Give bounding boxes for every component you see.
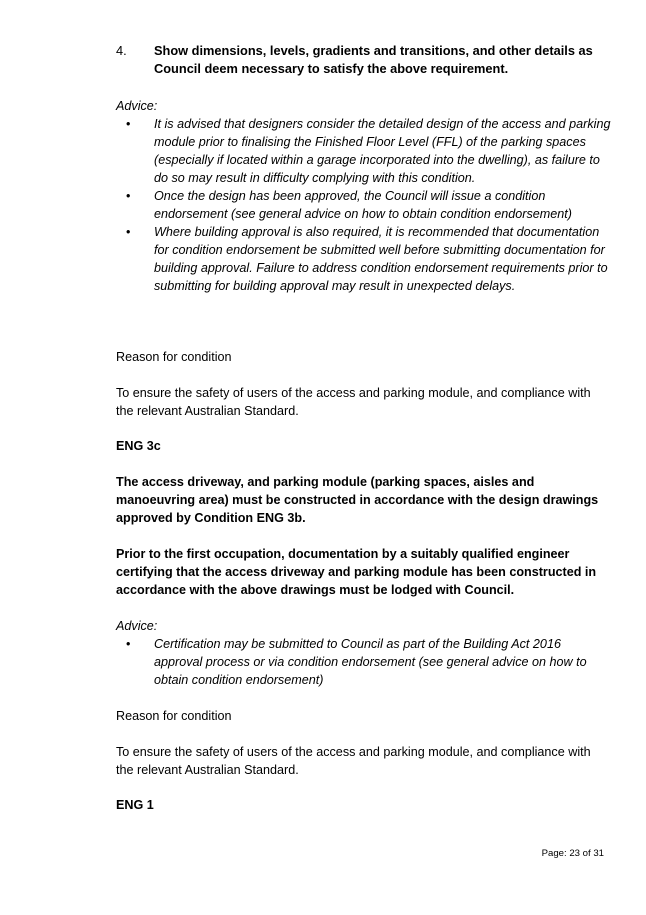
eng-3c-paragraph-2: Prior to the first occupation, documentation by a suitably qualified engineer certifying that the access driveway and parking module has been constructed in accordance with the above drawings must be lodged with Council. <box>116 547 597 597</box>
advice-item-text: Certification may be submitted to Council as part of the Building Act 2016 approval process or via condition endorsement (see general advice on how to obtain condition endorsement) <box>154 637 587 687</box>
reason-text: To ensure the safety of users of the access and parking module, and compliance with the relevant Australian Standard. <box>116 386 591 418</box>
section-heading-eng-1: ENG 1 <box>116 798 154 812</box>
eng-3c-paragraph-1: The access driveway, and parking module (parking spaces, aisles and manoeuvring area) must be constructed in accordance with the design drawings approved by Condition ENG 3b. <box>116 475 599 525</box>
bullet-icon: • <box>126 117 131 131</box>
advice-list <box>116 115 611 295</box>
item-number: 4. <box>116 43 127 58</box>
bullet-icon: • <box>126 189 131 203</box>
bullet-icon: • <box>126 637 131 651</box>
advice-label: Advice: <box>116 99 158 113</box>
advice-item <box>116 223 611 295</box>
advice-list <box>116 635 611 689</box>
reason-text: To ensure the safety of users of the access and parking module, and compliance with the relevant Australian Standard. <box>116 745 591 777</box>
advice-section-2 <box>116 617 611 689</box>
page-number: Page: 23 of 31 <box>541 848 604 859</box>
advice-item-text: Where building approval is also required, it is recommended that documentation for condition endorsement be submitted well before submitting documentation for building approval. Failure to address condition endorsement requirements prior to submitting for building approval may result in unexpected delays. <box>154 225 608 293</box>
advice-section-1 <box>116 97 611 295</box>
bullet-icon: • <box>126 225 131 239</box>
reason-heading: Reason for condition <box>116 350 232 364</box>
advice-item <box>116 115 611 187</box>
item-text: Show dimensions, levels, gradients and transitions, and other details as Council deem necessary to satisfy the above requirement. <box>154 43 593 76</box>
reason-heading: Reason for condition <box>116 709 232 723</box>
numbered-item-4 <box>116 42 616 78</box>
advice-item-text: Once the design has been approved, the Council will issue a condition endorsement (see general advice on how to obtain condition endorsement) <box>154 189 572 221</box>
advice-item <box>116 635 611 689</box>
section-heading-eng-3c: ENG 3c <box>116 439 161 453</box>
advice-label: Advice: <box>116 619 158 633</box>
advice-item <box>116 187 611 223</box>
advice-item-text: It is advised that designers consider the detailed design of the access and parking module prior to finalising the Finished Floor Level (FFL) of the parking spaces (especially if located within a garage incorporated into the dwelling), as failure to do so may result in difficulty complying with this condition. <box>154 117 611 185</box>
